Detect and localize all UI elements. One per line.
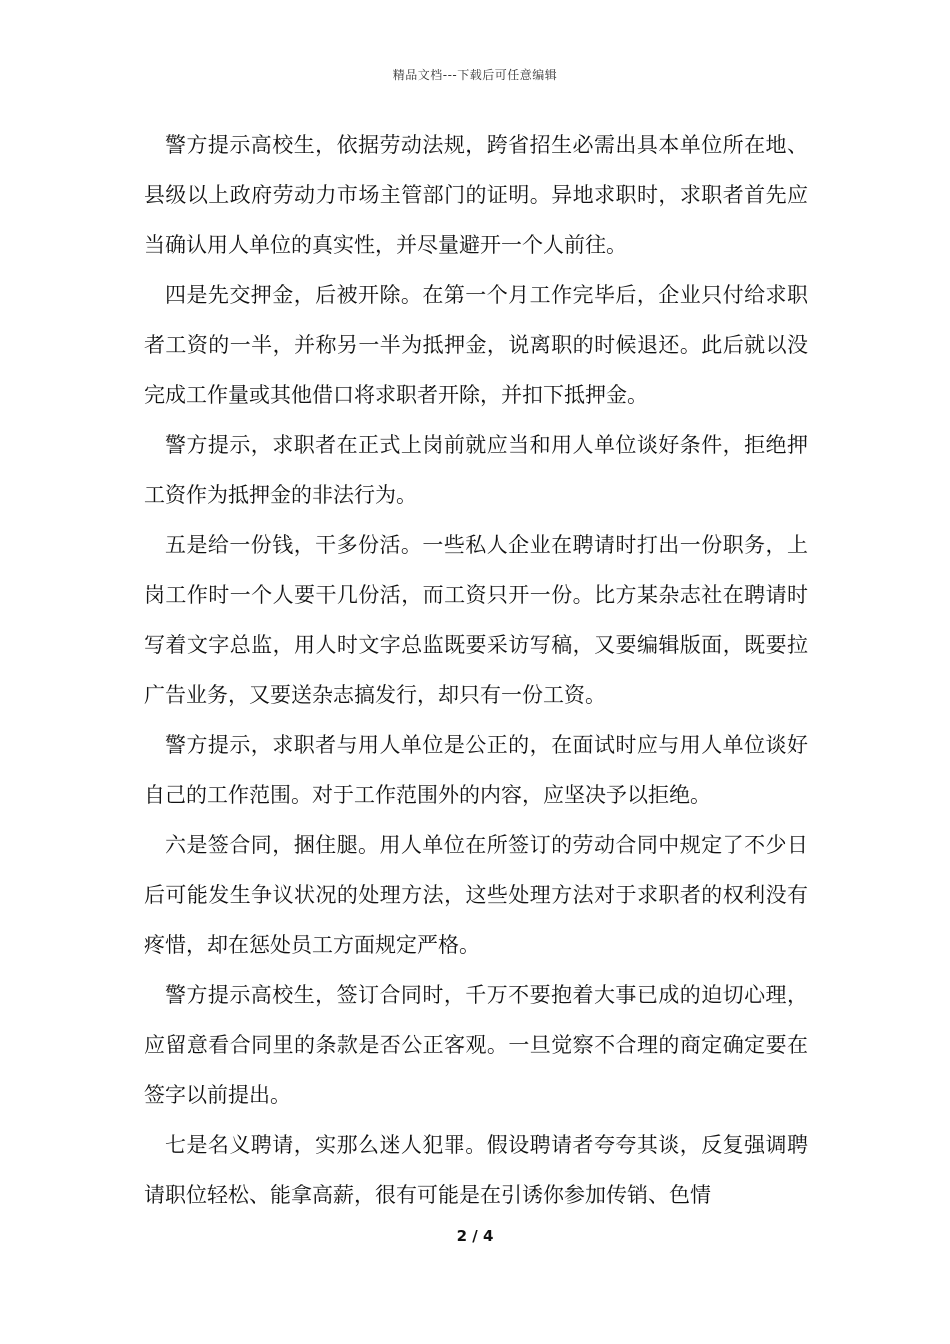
page-number: 2 / 4 bbox=[456, 1227, 494, 1245]
paragraph: 五是给一份钱，干多份活。一些私人企业在聘请时打出一份职务，上岗工作时一个人要干几份活，而工资只开一份。比方某杂志社在聘请时写着文字总监，用人时文字总监既要采访写稿，又要编辑版面，既要拉广告业务，又要送杂志搞发行，却只有一份工资。 bbox=[144, 533, 808, 707]
paragraph: 六是签合同，捆住腿。用人单位在所签订的劳动合同中规定了不少日后可能发生争议状况的处理方法，这些处理方法对于求职者的权利没有疼惜，却在惩处员工方面规定严格。 bbox=[144, 833, 808, 957]
paragraph: 警方提示，求职者与用人单位是公正的，在面试时应与用人单位谈好自己的工作范围。对于工作范围外的内容，应坚决予以拒绝。 bbox=[144, 733, 808, 807]
paragraph: 七是名义聘请，实那么迷人犯罪。假设聘请者夸夸其谈，反复强调聘请职位轻松、能拿高薪，很有可能是在引诱你参加传销、色情 bbox=[144, 1133, 808, 1207]
paragraph: 四是先交押金，后被开除。在第一个月工作完毕后，企业只付给求职者工资的一半，并称另一半为抵押金，说离职的时候退还。此后就以没完成工作量或其他借口将求职者开除，并扣下抵押金。 bbox=[144, 283, 808, 407]
paragraph: 警方提示，求职者在正式上岗前就应当和用人单位谈好条件，拒绝押工资作为抵押金的非法行为。 bbox=[144, 433, 808, 507]
page-header: 精品文档---下载后可任意编辑 bbox=[392, 68, 558, 82]
paragraph: 警方提示高校生，签订合同时，千万不要抱着大事已成的迫切心理，应留意看合同里的条款是否公正客观。一旦觉察不合理的商定确定要在签字以前提出。 bbox=[144, 983, 808, 1107]
paragraph: 警方提示高校生，依据劳动法规，跨省招生必需出具本单位所在地、县级以上政府劳动力市场主管部门的证明。异地求职时，求职者首先应当确认用人单位的真实性，并尽量避开一个人前往。 bbox=[144, 133, 808, 257]
document-body bbox=[144, 120, 808, 1220]
